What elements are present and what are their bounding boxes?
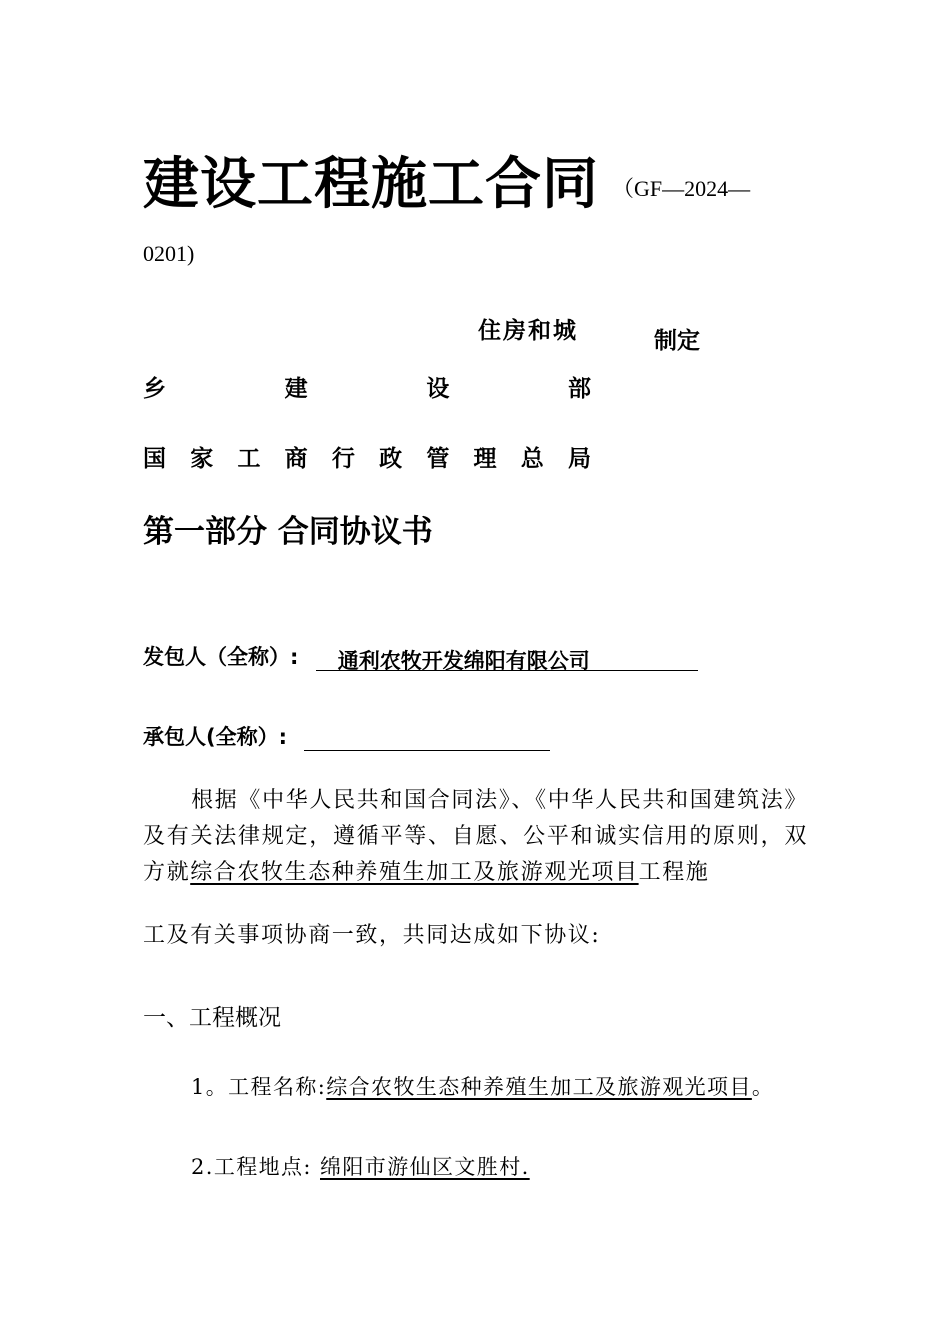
contract-code-part2: 0201) (143, 241, 195, 266)
employer-field (143, 641, 698, 671)
issuer-char: 工 (237, 446, 261, 472)
employer-value[interactable]: 通利农牧开发绵阳有限公司 (316, 645, 698, 671)
project-name-value: 综合农牧生态种养殖生加工及旅游观光项目 (326, 1075, 752, 1099)
issuer-char: 国 (143, 446, 166, 472)
project-name-end: 。 (751, 1075, 775, 1099)
project-name-label: 1。工程名称: (191, 1075, 327, 1099)
project-location-label: 2.工程地点: (191, 1155, 312, 1179)
contractor-label: 承包人(全称）: (143, 725, 287, 749)
issuer-char: 乡 (143, 376, 166, 402)
issuer-char: 建 (284, 376, 308, 402)
issuer-char: 理 (473, 446, 497, 472)
intro-paragraph-line2: 工及有关事项协商一致，共同达成如下协议: (143, 923, 601, 948)
issuer-char: 总 (520, 446, 544, 472)
contractor-value[interactable] (304, 724, 550, 751)
issuer-made: 制定 (654, 328, 700, 354)
intro-paragraph (143, 783, 808, 891)
overview-heading: 一、工程概况 (143, 1005, 281, 1031)
issuer-line-2 (143, 370, 591, 403)
project-name-item (191, 1071, 774, 1101)
section-title: 第一部分 合同协议书 (143, 514, 433, 550)
issuer-char: 家 (190, 446, 214, 472)
issuer-char: 行 (331, 446, 355, 472)
issuer-char: 政 (379, 446, 403, 472)
contractor-field (143, 721, 550, 751)
issuer-char: 部 (567, 376, 591, 402)
intro-text-b: 工程施 (638, 860, 710, 885)
issuer-line-1: 住房和城 (478, 318, 578, 344)
issuer-char: 管 (426, 446, 450, 472)
issuer-char: 商 (284, 446, 308, 472)
contract-code-part1: （GF—2024— (612, 176, 751, 201)
intro-text-a: 根据《中华人民共和国合同法》、《中华人民共和国建筑法》及有关法律规定，遵循平等、自愿、公平和诚实信用的原则，双方就 (143, 788, 808, 885)
contract-title: 建设工程施工合同 (143, 152, 599, 217)
issuer-char: 设 (426, 376, 450, 402)
project-name-inline: 综合农牧生态种养殖生加工及旅游观光项目 (190, 860, 639, 885)
employer-label: 发包人（全称）: (143, 645, 299, 669)
issuer-char: 局 (567, 446, 591, 472)
project-location-value: 绵阳市游仙区文胜村. (320, 1155, 530, 1179)
project-location-item (191, 1151, 530, 1181)
issuer-line-3 (143, 440, 591, 473)
